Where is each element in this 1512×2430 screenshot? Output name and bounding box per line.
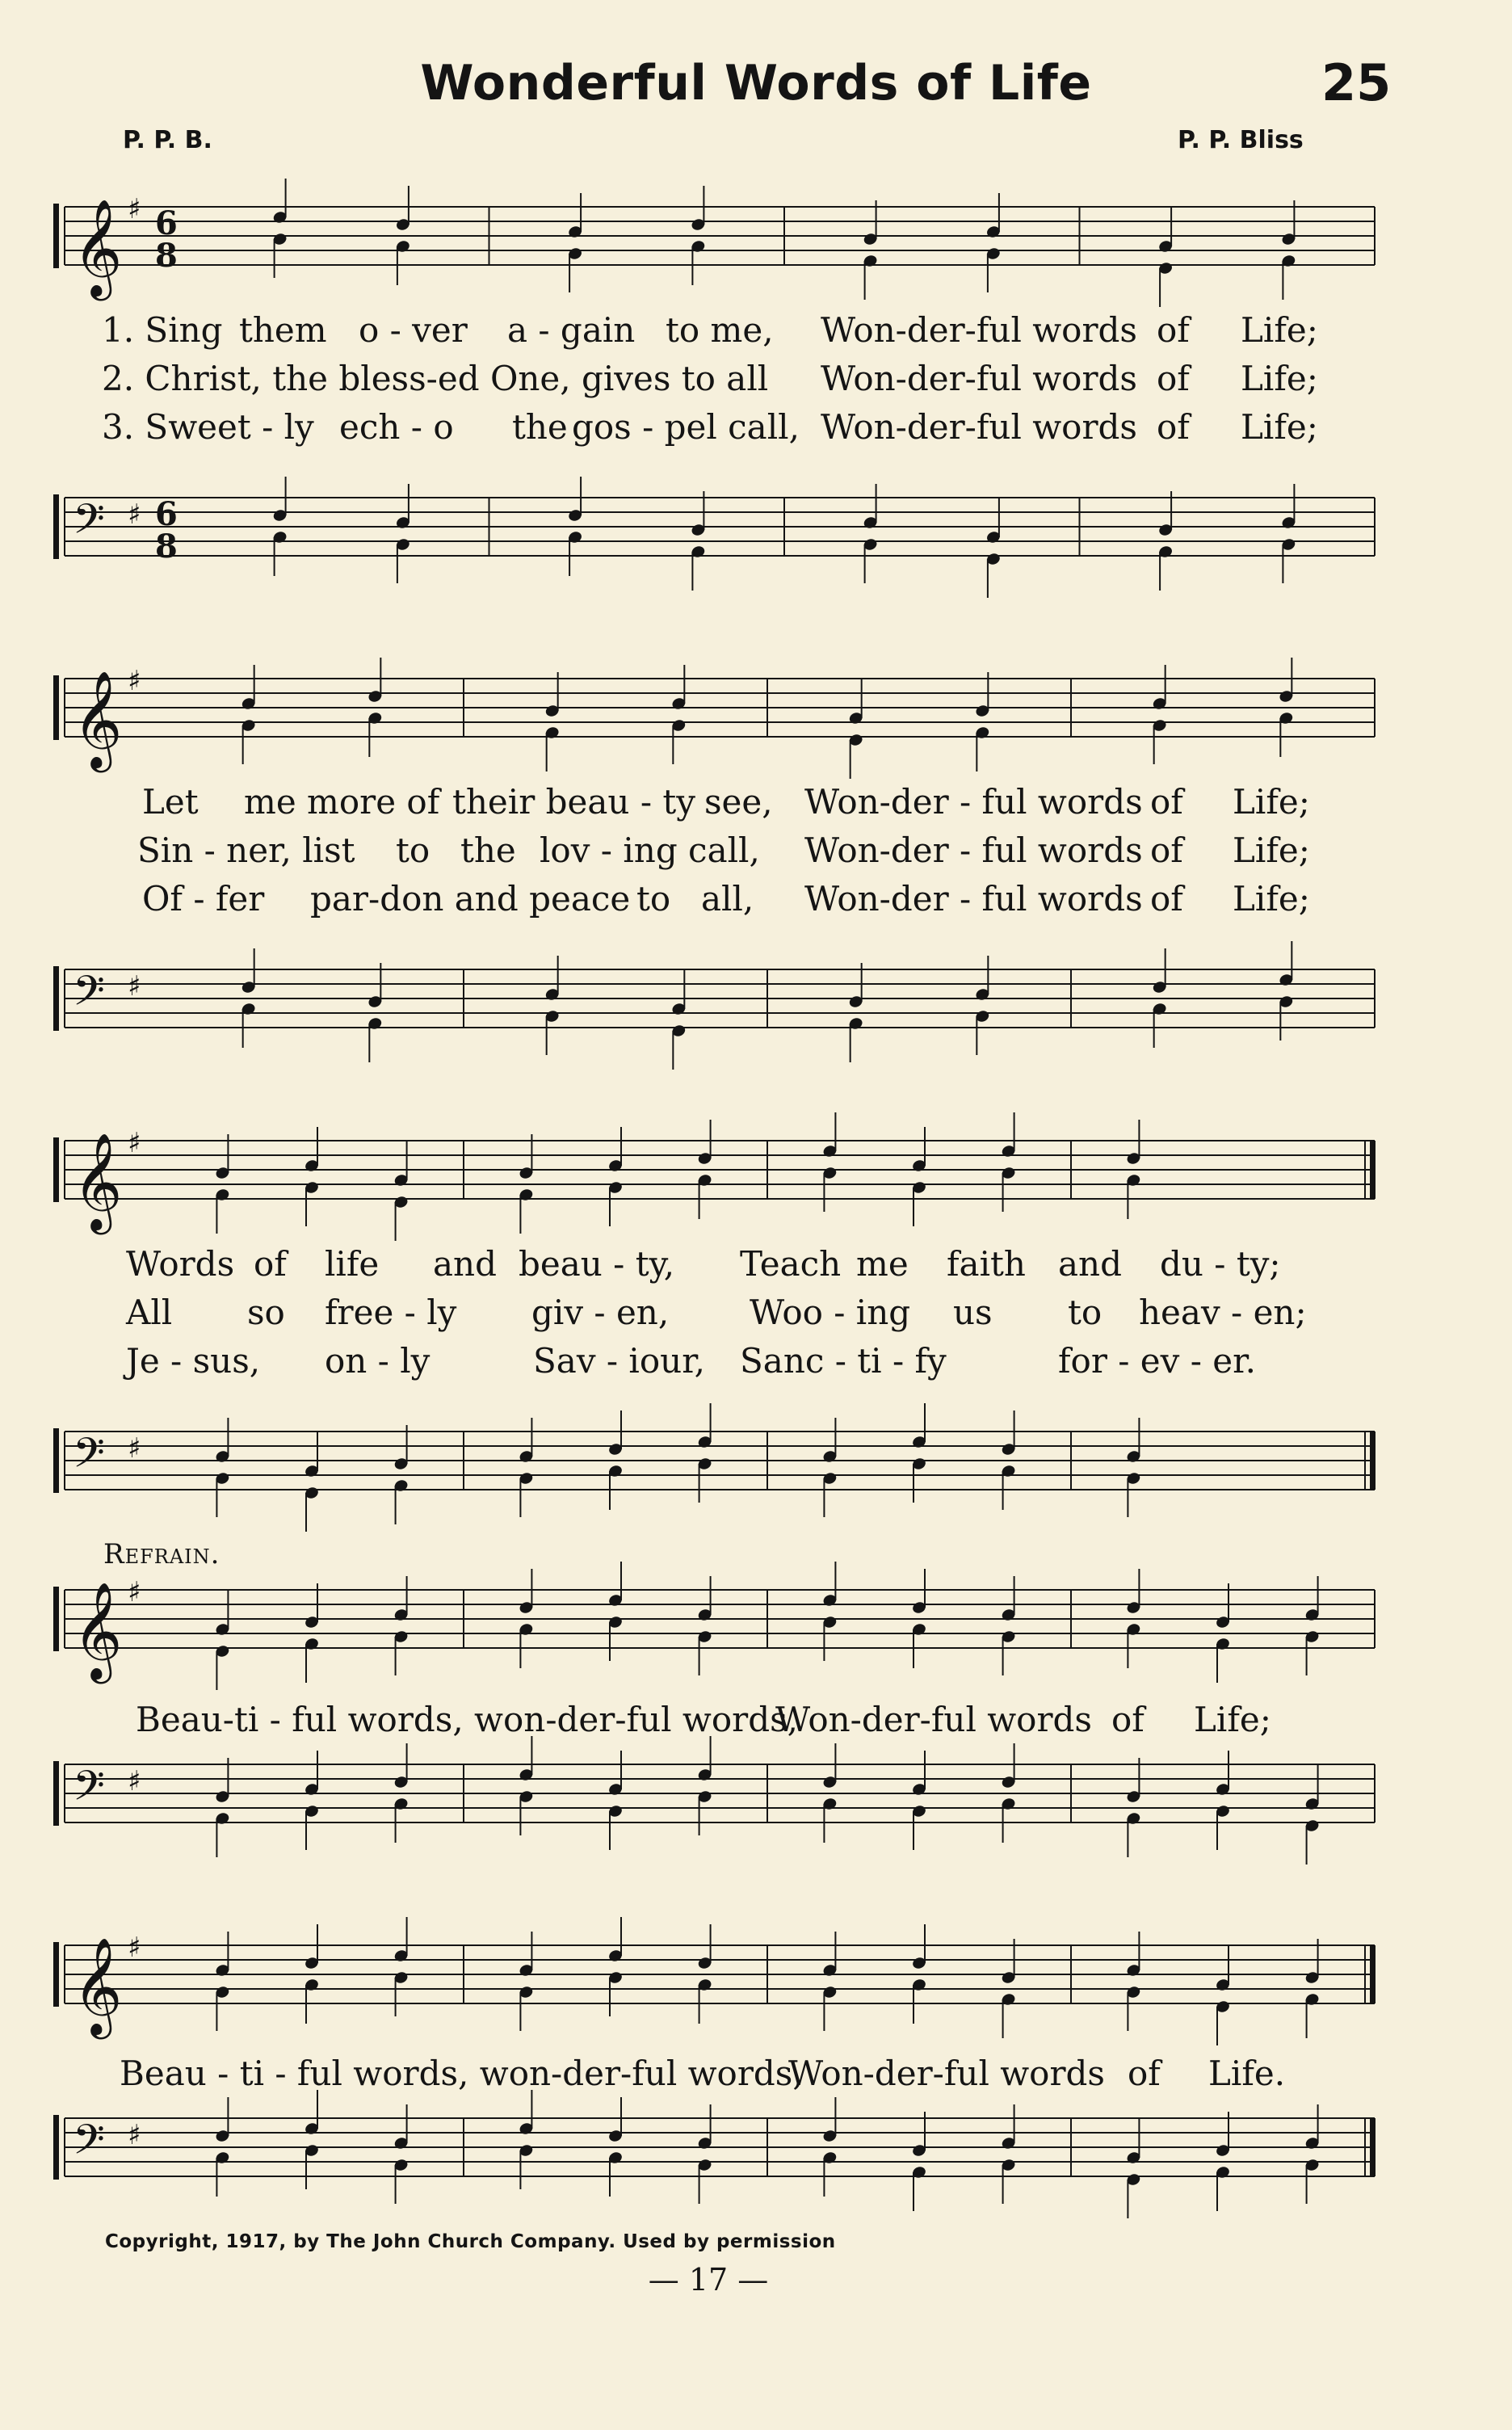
bass-staff	[48, 2089, 1383, 2218]
system-bracket	[53, 675, 59, 740]
lyric-syllable: all,	[701, 879, 754, 919]
lyric-syllable: of	[1128, 2054, 1161, 2093]
lyric-syllable: par-don and peace	[310, 879, 631, 919]
lyric-syllable: giv - en,	[531, 1293, 670, 1332]
lyric-line-3	[48, 407, 1383, 448]
lyric-syllable: Life.	[1208, 2054, 1286, 2093]
lyric-syllable: Je - sus,	[126, 1341, 261, 1381]
time-signature-bottom: 8	[155, 528, 178, 565]
lyric-syllable: Sav - iour,	[533, 1341, 706, 1381]
lyric-syllable: of	[1111, 1700, 1144, 1739]
lyric-syllable: of	[1150, 879, 1183, 919]
lyric-syllable: lov - ing call,	[540, 830, 760, 870]
music-system-1	[48, 162, 1383, 582]
music-system-2	[48, 633, 1383, 1053]
copyright-notice: Copyright, 1917, by The John Church Company. Used by permission	[105, 2231, 836, 2252]
lyric-syllable: Won-der-ful words	[788, 2054, 1105, 2093]
lyric-syllable: Beau-ti - ful words, won-der-ful words,	[136, 1700, 799, 1739]
lyric-syllable: 2. Christ, the bless-ed One, gives to all	[102, 359, 769, 398]
lyric-line-1	[48, 310, 1383, 351]
lyric-syllable: a - gain	[507, 310, 636, 350]
lyric-syllable: Woo - ing	[750, 1293, 911, 1332]
lyric-syllable: Won-der - ful words	[804, 782, 1143, 822]
lyric-syllable: All	[126, 1293, 173, 1332]
final-barline	[1370, 1432, 1376, 1490]
lyric-syllable: ech - o	[339, 407, 454, 447]
final-barline	[1370, 1945, 1376, 2003]
lyric-syllable: Life;	[1233, 830, 1310, 870]
lyric-syllable: see,	[704, 782, 773, 822]
lyric-syllable: to	[396, 830, 430, 870]
treble-staff	[48, 650, 1383, 779]
lyric-syllable: Teach	[740, 1244, 842, 1284]
lyric-syllable: heav - en;	[1139, 1293, 1307, 1332]
lyric-syllable: 1. Sing	[102, 310, 223, 350]
lyric-syllable: gos - pel call,	[572, 407, 800, 447]
lyric-syllable: Won-der - ful words	[804, 830, 1143, 870]
lyric-syllable: for - ev - er.	[1058, 1341, 1256, 1381]
time-signature-top: 6	[155, 495, 178, 533]
treble-clef-icon: 𝄞	[73, 1581, 123, 1680]
final-barline	[1370, 2118, 1376, 2176]
page-number: — 17 —	[648, 2262, 769, 2298]
lyric-line-3	[48, 1341, 1383, 1381]
lyricist-credit: P. P. B.	[123, 126, 212, 154]
lyric-syllable: Life;	[1233, 782, 1310, 822]
lyric-line-1	[48, 1700, 1383, 1740]
lyric-syllable: life	[325, 1244, 380, 1284]
lyric-syllable: Sanc - ti - fy	[740, 1341, 947, 1381]
sharp-icon: ♯	[128, 498, 141, 531]
music-system-5	[48, 1916, 1383, 2223]
system-bracket	[53, 1137, 59, 1202]
system-bracket	[53, 494, 59, 559]
lyric-syllable: Won-der - ful words	[804, 879, 1143, 919]
lyric-syllable: the	[460, 830, 516, 870]
lyric-syllable: Life;	[1241, 407, 1318, 447]
system-bracket	[53, 1761, 59, 1826]
lyric-syllable: of	[1157, 407, 1190, 447]
lyric-line-2	[48, 359, 1383, 399]
lyric-line-1	[48, 1244, 1383, 1284]
system-bracket	[53, 204, 59, 268]
lyric-syllable: free - ly	[325, 1293, 457, 1332]
lyric-syllable: and	[433, 1244, 497, 1284]
lyric-syllable: Life;	[1194, 1700, 1271, 1739]
lyric-syllable: to me,	[666, 310, 774, 350]
bass-clef-icon: 𝄢	[73, 494, 105, 553]
treble-staff	[48, 1112, 1383, 1241]
time-signature-top: 6	[155, 204, 178, 242]
lyric-syllable: to	[636, 879, 671, 919]
bass-clef-icon: 𝄢	[73, 1428, 105, 1487]
lyric-syllable: Beau - ti - ful words, won-der-ful words,	[120, 2054, 804, 2093]
lyric-syllable: Words	[126, 1244, 235, 1284]
treble-clef-icon: 𝄞	[73, 1936, 123, 2035]
lyric-syllable: me more of	[244, 782, 440, 822]
lyric-syllable: Won-der-ful words	[821, 310, 1137, 350]
lyric-syllable: of	[254, 1244, 287, 1284]
composer-credit: P. P. Bliss	[1178, 126, 1304, 154]
bass-staff	[48, 469, 1383, 598]
system-bracket	[53, 1428, 59, 1493]
lyric-syllable: to	[1068, 1293, 1102, 1332]
lyric-syllable: them	[239, 310, 327, 350]
lyric-syllable: o - ver	[359, 310, 468, 350]
sharp-icon: ♯	[128, 1127, 141, 1159]
lyric-syllable: of	[1150, 830, 1183, 870]
lyric-syllable: Won-der-ful words	[821, 359, 1137, 398]
system-bracket	[53, 966, 59, 1031]
sharp-icon: ♯	[128, 970, 141, 1003]
sharp-icon: ♯	[128, 1765, 141, 1797]
lyric-syllable: Life;	[1241, 359, 1318, 398]
treble-clef-icon: 𝄞	[73, 670, 123, 768]
system-bracket	[53, 1942, 59, 2007]
lyric-syllable: the	[512, 407, 568, 447]
sharp-icon: ♯	[128, 1576, 141, 1608]
lyric-line-1	[48, 782, 1383, 822]
treble-clef-icon: 𝄞	[73, 198, 123, 296]
bass-staff	[48, 1402, 1383, 1532]
lyric-line-1	[48, 2054, 1383, 2094]
treble-clef-icon: 𝄞	[73, 1132, 123, 1230]
bass-staff	[48, 940, 1383, 1070]
music-system-4	[48, 1561, 1383, 1868]
lyric-line-3	[48, 879, 1383, 919]
bass-clef-icon: 𝄢	[73, 1761, 105, 1820]
sharp-icon: ♯	[128, 2119, 141, 2151]
lyric-syllable: Of - fer	[142, 879, 265, 919]
lyric-syllable: Won-der-ful words	[775, 1700, 1092, 1739]
lyric-syllable: Life;	[1233, 879, 1310, 919]
lyric-syllable: Won-der-ful words	[821, 407, 1137, 447]
lyric-syllable: faith	[947, 1244, 1026, 1284]
bass-staff	[48, 1735, 1383, 1865]
hymn-number: 25	[1321, 53, 1392, 112]
lyric-syllable: so	[247, 1293, 285, 1332]
lyric-syllable: du - ty;	[1160, 1244, 1281, 1284]
lyric-syllable: of	[1150, 782, 1183, 822]
lyric-syllable: Let	[142, 782, 199, 822]
time-signature-bottom: 8	[155, 237, 178, 275]
sharp-icon: ♯	[128, 1932, 141, 1964]
bass-clef-icon: 𝄢	[73, 2115, 105, 2174]
hymn-title: Wonderful Words of Life	[420, 55, 1092, 111]
bass-clef-icon: 𝄢	[73, 966, 105, 1025]
sharp-icon: ♯	[128, 665, 141, 697]
lyric-syllable: on - ly	[325, 1341, 430, 1381]
sharp-icon: ♯	[128, 1432, 141, 1465]
lyric-syllable: Life;	[1241, 310, 1318, 350]
lyric-syllable: their beau - ty	[452, 782, 695, 822]
lyric-syllable: Sin - ner, list	[137, 830, 355, 870]
system-bracket	[53, 1587, 59, 1651]
lyric-syllable: of	[1157, 359, 1190, 398]
system-bracket	[53, 2115, 59, 2180]
lyric-syllable: and	[1058, 1244, 1122, 1284]
lyric-syllable: us	[953, 1293, 993, 1332]
lyric-syllable: me	[856, 1244, 909, 1284]
treble-staff	[48, 178, 1383, 307]
treble-staff	[48, 1916, 1383, 2045]
music-system-3	[48, 1095, 1383, 1516]
sharp-icon: ♯	[128, 193, 141, 225]
final-barline	[1370, 1141, 1376, 1199]
lyric-syllable: beau - ty,	[519, 1244, 675, 1284]
lyric-line-2	[48, 1293, 1383, 1333]
lyric-syllable: of	[1157, 310, 1190, 350]
treble-staff	[48, 1561, 1383, 1690]
lyric-line-2	[48, 830, 1383, 871]
refrain-label: Refrain.	[103, 1538, 220, 1570]
lyric-syllable: 3. Sweet - ly	[102, 407, 314, 447]
